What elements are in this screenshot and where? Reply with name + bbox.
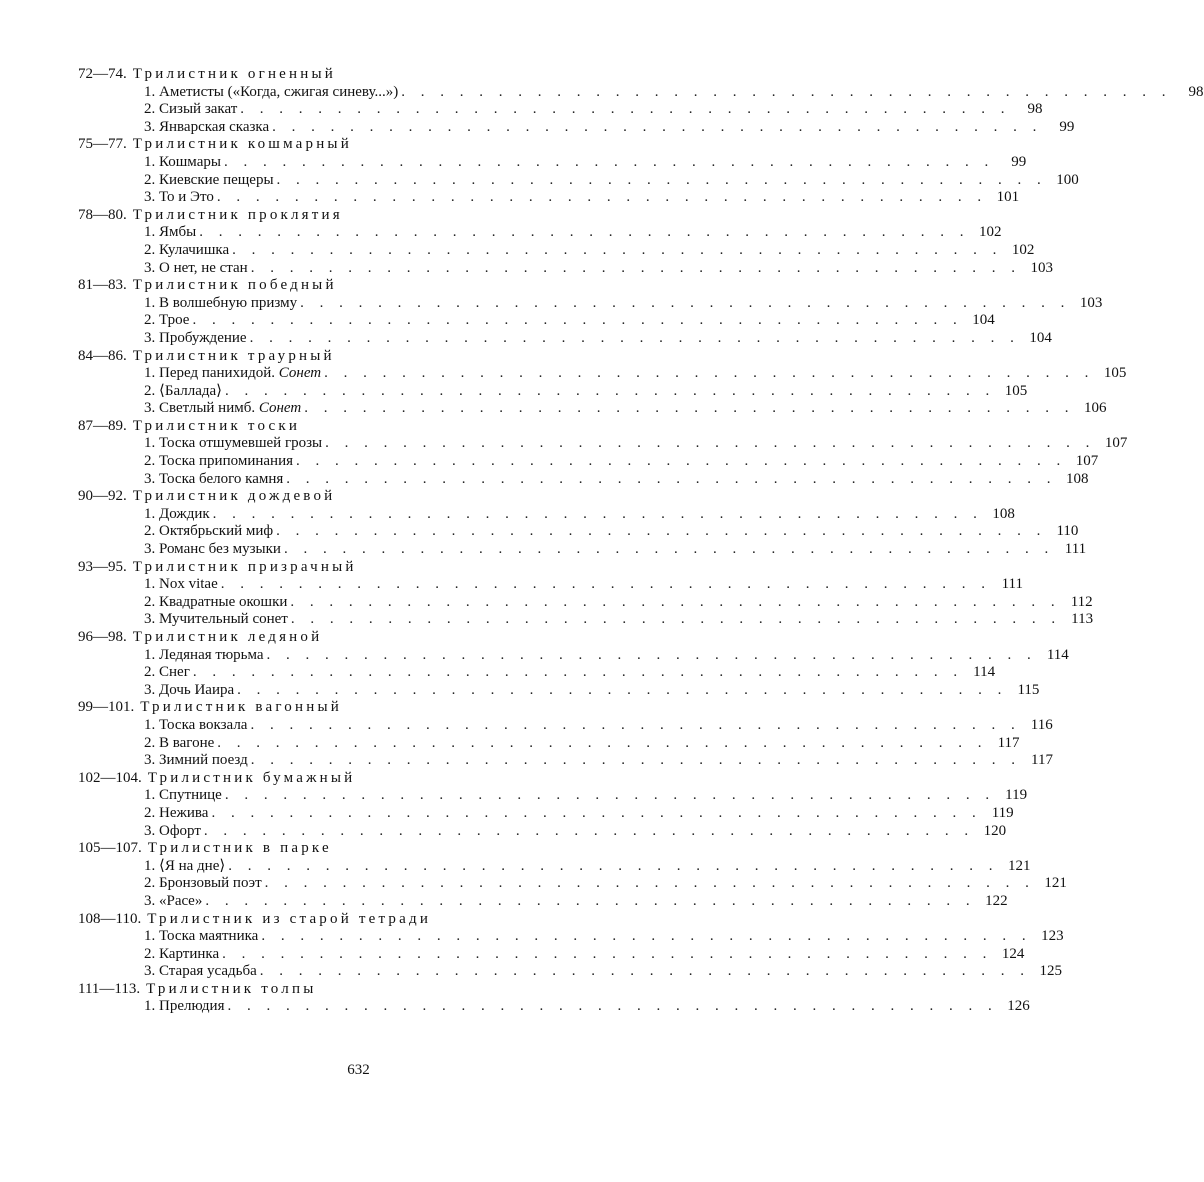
entry-title [144, 805, 208, 823]
entry-page-number: 110 [1056, 523, 1079, 540]
entry-title [144, 576, 218, 594]
entry-title [144, 506, 210, 524]
entry-title [144, 946, 219, 964]
dot-leader: . . . . . . . . . . . . . . . . . . . . . . . . . . . . . . . . . . . . . . . . [237, 681, 1008, 698]
entry-title [144, 260, 248, 278]
section-heading [78, 136, 633, 154]
entry-title-text: 2. Тоска припоминания [144, 453, 293, 470]
entry-page-number: 117 [1031, 752, 1053, 769]
entry-title-text: 3. Дочь Иаира [144, 681, 235, 698]
entry-page-number: 108 [1066, 470, 1089, 487]
section-heading [78, 418, 633, 436]
dot-leader: . . . . . . . . . . . . . . . . . . . . . . . . . . . . . . . . . . . . . . . . [211, 804, 982, 821]
section-title: Трилистник кошмарный [132, 136, 352, 153]
section-number: 87—89. [78, 417, 127, 434]
entry-title-text: 3. Январская сказка [144, 118, 270, 135]
entry-page-number: 119 [1005, 787, 1028, 804]
section-heading [78, 207, 633, 225]
toc-entry [78, 804, 1014, 823]
entry-title [144, 647, 264, 665]
page-number: 632 [347, 1062, 370, 1078]
dot-leader: . . . . . . . . . . . . . . . . . . . . . . . . . . . . . . . . . . . . . . . . [222, 945, 993, 962]
entry-title [144, 295, 297, 313]
dot-leader: . . . . . . . . . . . . . . . . . . . . . . . . . . . . . . . . . . . . . . . . [240, 101, 1011, 118]
entry-title [144, 717, 247, 735]
section-title: Трилистник вагонный [140, 699, 342, 716]
entry-title-text: 2. В вагоне [144, 734, 215, 751]
entry-title [144, 752, 248, 770]
entry-title [144, 858, 225, 876]
dot-leader: . . . . . . . . . . . . . . . . . . . . . . . . . . . . . . . . . . . . . . . . [203, 822, 975, 839]
entry-page-number: 125 [1039, 963, 1063, 980]
section-title: Трилистник тоски [132, 417, 301, 434]
section-number: 105—107. [78, 840, 142, 857]
entry-page-number: 124 [1001, 945, 1025, 962]
entry-title-text: 3. Пробуждение [144, 329, 247, 346]
dot-leader: . . . . . . . . . . . . . . . . . . . . . . . . . . . . . . . . . . . . . . . . [216, 189, 988, 206]
entry-title-text: 1. Ямбы [144, 224, 197, 241]
entry-page-number: 115 [1017, 681, 1040, 698]
entry-title-text: 3. Зимний поезд [144, 752, 248, 769]
entry-genre: Сонет [258, 400, 302, 417]
entry-page-number: 104 [1029, 329, 1052, 346]
entry-title-text: 1. Перед панихидой. [144, 365, 276, 382]
toc-entry [78, 681, 1040, 700]
dot-leader: . . . . . . . . . . . . . . . . . . . . . . . . . . . . . . . . . . . . . . . . [223, 153, 995, 170]
entry-title-text: 2. Бронзовый поэт [144, 875, 262, 892]
dot-leader: . . . . . . . . . . . . . . . . . . . . . . . . . . . . . . . . . . . . . . . . [276, 171, 1047, 188]
entry-page-number: 112 [1070, 593, 1093, 610]
dot-leader: . . . . . . . . . . . . . . . . . . . . . . . . . . . . . . . . . . . . . . . . [401, 83, 1172, 100]
section-number: 84—86. [78, 347, 127, 364]
dot-leader: . . . . . . . . . . . . . . . . . . . . . . . . . . . . . . . . . . . . . . . . [227, 998, 998, 1015]
dot-leader: . . . . . . . . . . . . . . . . . . . . . . . . . . . . . . . . . . . . . . . . [212, 505, 983, 522]
entry-title-text: 2. Квадратные окошки [144, 593, 288, 610]
entry-title-text: 3. О нет, не стан [144, 259, 248, 276]
dot-leader: . . . . . . . . . . . . . . . . . . . . . . . . . . . . . . . . . . . . . . . . [250, 716, 1021, 733]
toc-entry [78, 822, 1007, 841]
entry-title [144, 154, 221, 172]
section-title: Трилистник победный [132, 277, 337, 294]
entry-page-number: 99 [1059, 118, 1075, 135]
toc-entry [78, 505, 1015, 524]
entry-title [144, 541, 281, 559]
toc-entry [78, 224, 1002, 242]
toc-entry [78, 752, 1053, 770]
toc-entry [78, 382, 1028, 401]
entry-title [144, 594, 287, 612]
toc-entry [78, 365, 1127, 383]
section-title: Трилистник проклятия [132, 206, 343, 223]
entry-title [144, 998, 224, 1016]
entry-title [144, 735, 214, 753]
section-title: Трилистник толпы [146, 980, 317, 997]
dot-leader: . . . . . . . . . . . . . . . . . . . . . . . . . . . . . . . . . . . . . . . . [272, 118, 1043, 135]
entry-page-number: 103 [1079, 294, 1103, 311]
dot-leader: . . . . . . . . . . . . . . . . . . . . . . . . . . . . . . . . . . . . . . . . [217, 734, 988, 751]
toc-entry [78, 171, 1079, 190]
entry-title-text: 1. Nox vitae [144, 576, 218, 593]
entry-title [144, 611, 288, 629]
entry-title [144, 224, 196, 242]
dot-leader: . . . . . . . . . . . . . . . . . . . . . . . . . . . . . . . . . . . . . . . . [199, 224, 970, 241]
section-title: Трилистник огненный [132, 66, 336, 82]
toc-entry [78, 312, 995, 330]
section-number: 81—83. [78, 277, 127, 294]
toc-entry [78, 83, 1204, 102]
entry-page-number: 108 [992, 505, 1015, 522]
entry-title [144, 172, 274, 190]
entry-title [144, 963, 257, 981]
dot-leader: . . . . . . . . . . . . . . . . . . . . . . . . . . . . . . . . . . . . . . . . [264, 875, 1035, 892]
section-title: Трилистник ледяной [132, 629, 323, 645]
section-number: 78—80. [78, 206, 127, 223]
entry-title [144, 664, 190, 682]
dot-leader: . . . . . . . . . . . . . . . . . . . . . . . . . . . . . . . . . . . . . . . . [304, 400, 1075, 417]
section-number: 90—92. [78, 488, 127, 505]
entry-page-number: 121 [1044, 875, 1067, 892]
entry-page-number: 121 [1007, 857, 1031, 874]
toc-entry [78, 875, 1067, 893]
entry-title [144, 682, 234, 700]
section-number: 108—110. [78, 910, 142, 927]
entry-title-text: 3. «Pace» [144, 892, 203, 909]
entry-title [144, 101, 237, 119]
entry-page-number: 101 [996, 189, 1020, 206]
dot-leader: . . . . . . . . . . . . . . . . . . . . . . . . . . . . . . . . . . . . . . . . [300, 294, 1071, 311]
entry-title-text: 1. Тоска вокзала [144, 716, 248, 733]
section-number: 93—95. [78, 558, 127, 575]
section-number: 75—77. [78, 136, 127, 153]
toc-entry [78, 716, 1053, 735]
section-title: Трилистник из старой тетради [147, 910, 432, 927]
dot-leader: . . . . . . . . . . . . . . . . . . . . . . . . . . . . . . . . . . . . . . . . [249, 329, 1020, 346]
entry-title-text: 1. Тоска маятника [144, 928, 259, 945]
entry-page-number: 105 [1103, 365, 1127, 382]
toc-entry [78, 928, 1064, 946]
entry-page-number: 104 [972, 312, 995, 329]
section-heading [78, 277, 633, 295]
section-title: Трилистник траурный [132, 347, 335, 364]
toc-entry [78, 453, 1099, 471]
entry-page-number: 99 [1011, 153, 1027, 170]
entry-title-text: 3. Офорт [144, 822, 201, 839]
entry-title [144, 119, 269, 137]
entry-title-text: 2. Картинка [144, 945, 220, 962]
entry-title-text: 2. Киевские пещеры [144, 171, 274, 188]
dot-leader: . . . . . . . . . . . . . . . . . . . . . . . . . . . . . . . . . . . . . . . . [232, 241, 1003, 258]
table-of-contents [78, 66, 1204, 1016]
entry-page-number: 106 [1083, 400, 1107, 417]
entry-page-number: 114 [1046, 646, 1069, 663]
entry-page-number: 98 [1027, 101, 1043, 118]
entry-title-text: 2. ⟨Баллада⟩ [144, 382, 223, 399]
entry-title-text: 3. Светлый нимб. [144, 400, 256, 417]
toc-entry [78, 857, 1031, 876]
toc-entry [78, 576, 1023, 594]
entry-title [144, 823, 201, 841]
entry-title [144, 383, 222, 401]
entry-title [144, 893, 202, 911]
dot-leader: . . . . . . . . . . . . . . . . . . . . . . . . . . . . . . . . . . . . . . . . [286, 470, 1057, 487]
entry-page-number: 98 [1188, 83, 1204, 100]
section-heading [78, 840, 633, 858]
entry-title [144, 875, 262, 893]
entry-title-text: 2. Трое [144, 312, 190, 329]
entry-page-number: 102 [1011, 241, 1035, 258]
dot-leader: . . . . . . . . . . . . . . . . . . . . . . . . . . . . . . . . . . . . . . . . [276, 523, 1047, 540]
toc-entry [78, 435, 1128, 453]
entry-title [144, 453, 293, 471]
entry-page-number: 120 [983, 822, 1007, 839]
toc-entry [78, 646, 1069, 665]
toc-entry [78, 945, 1025, 964]
entry-title [144, 312, 189, 330]
entry-title [144, 523, 273, 541]
entry-page-number: 111 [1001, 576, 1023, 593]
dot-leader: . . . . . . . . . . . . . . . . . . . . . . . . . . . . . . . . . . . . . . . . [220, 576, 991, 593]
entry-title [144, 471, 283, 489]
entry-page-number: 116 [1030, 716, 1053, 733]
section-number: 102—104. [78, 769, 142, 786]
toc-entry [78, 963, 1063, 981]
dot-leader: . . . . . . . . . . . . . . . . . . . . . . . . . . . . . . . . . . . . . . . . [259, 963, 1031, 980]
entry-title-text: 2. Октябрьский миф [144, 523, 274, 540]
entry-genre: Сонет [278, 365, 322, 382]
section-title: Трилистник бумажный [147, 769, 356, 786]
toc-entry [78, 400, 1107, 418]
toc-entry [78, 593, 1093, 612]
entry-title-text: 1. Прелюдия [144, 998, 225, 1015]
entry-page-number: 113 [1071, 611, 1094, 628]
entry-page-number: 126 [1007, 998, 1030, 1015]
toc-entry [78, 294, 1103, 313]
toc-entry [78, 664, 996, 682]
entry-title-text: 1. Дождик [144, 505, 210, 522]
dot-leader: . . . . . . . . . . . . . . . . . . . . . . . . . . . . . . . . . . . . . . . . [283, 541, 1055, 558]
dot-leader: . . . . . . . . . . . . . . . . . . . . . . . . . . . . . . . . . . . . . . . . [192, 664, 964, 681]
toc-entry [78, 153, 1027, 172]
entry-title-text: 3. Старая усадьба [144, 963, 257, 980]
section-number: 72—74. [78, 66, 127, 82]
section-heading [78, 559, 633, 577]
dot-leader: . . . . . . . . . . . . . . . . . . . . . . . . . . . . . . . . . . . . . . . . [324, 365, 1095, 382]
dot-leader: . . . . . . . . . . . . . . . . . . . . . . . . . . . . . . . . . . . . . . . . [192, 312, 963, 329]
entry-title-text: 2. Снег [144, 664, 190, 681]
dot-leader: . . . . . . . . . . . . . . . . . . . . . . . . . . . . . . . . . . . . . . . . [290, 611, 1062, 628]
entry-title [144, 242, 229, 260]
dot-leader: . . . . . . . . . . . . . . . . . . . . . . . . . . . . . . . . . . . . . . . . [205, 892, 976, 909]
entry-page-number: 107 [1075, 453, 1099, 470]
section-number: 111—113. [78, 980, 141, 997]
section-heading [78, 981, 633, 999]
toc-entry [78, 241, 1035, 260]
toc-entry [78, 734, 1020, 753]
dot-leader: . . . . . . . . . . . . . . . . . . . . . . . . . . . . . . . . . . . . . . . . [325, 435, 1096, 452]
entry-title-text: 3. Романс без музыки [144, 541, 281, 558]
section-title: Трилистник призрачный [132, 558, 357, 575]
dot-leader: . . . . . . . . . . . . . . . . . . . . . . . . . . . . . . . . . . . . . . . . [228, 857, 999, 874]
section-heading [78, 488, 633, 506]
entry-title [144, 787, 222, 805]
entry-page-number: 119 [991, 804, 1014, 821]
section-heading [78, 770, 633, 788]
entry-title [144, 84, 398, 102]
entry-title [144, 189, 214, 207]
entry-title-text: 3. То и Это [144, 189, 214, 206]
entry-title-text: 1. ⟨Я на дне⟩ [144, 857, 226, 874]
entry-title-text: 1. Спутнице [144, 787, 222, 804]
section-heading [78, 699, 633, 717]
dot-leader: . . . . . . . . . . . . . . . . . . . . . . . . . . . . . . . . . . . . . . . . [266, 646, 1037, 663]
section-number: 99—101. [78, 699, 135, 716]
entry-page-number: 111 [1064, 541, 1087, 558]
toc-entry [78, 523, 1079, 541]
toc-entry [78, 611, 1094, 629]
toc-entry [78, 259, 1053, 278]
section-heading [78, 911, 633, 929]
toc-entry [78, 541, 1087, 559]
dot-leader: . . . . . . . . . . . . . . . . . . . . . . . . . . . . . . . . . . . . . . . . [261, 928, 1032, 945]
entry-title [144, 435, 322, 453]
section-title: Трилистник дождевой [132, 488, 336, 505]
toc-entry [78, 329, 1052, 348]
dot-leader: . . . . . . . . . . . . . . . . . . . . . . . . . . . . . . . . . . . . . . . . [250, 259, 1021, 276]
section-heading [78, 66, 633, 84]
entry-page-number: 100 [1056, 171, 1079, 188]
entry-page-number: 114 [973, 664, 996, 681]
entry-title [144, 400, 301, 418]
entry-title-text: 1. Ледяная тюрьма [144, 646, 264, 663]
toc-entry [78, 892, 1008, 911]
section-heading [78, 629, 633, 647]
section-number: 96—98. [78, 629, 127, 645]
toc-entry [78, 998, 1030, 1016]
entry-page-number: 105 [1004, 382, 1028, 399]
dot-leader: . . . . . . . . . . . . . . . . . . . . . . . . . . . . . . . . . . . . . . . . [224, 787, 996, 804]
toc-entry [78, 118, 1075, 137]
entry-page-number: 103 [1030, 259, 1053, 276]
toc-entry [78, 470, 1089, 489]
entry-title [144, 928, 258, 946]
toc-entry [78, 101, 1043, 119]
section-heading [78, 348, 633, 366]
entry-page-number: 117 [997, 734, 1020, 751]
dot-leader: . . . . . . . . . . . . . . . . . . . . . . . . . . . . . . . . . . . . . . . . [225, 382, 996, 399]
entry-title-text: 2. Кулачишка [144, 241, 230, 258]
entry-title-text: 2. Сизый закат [144, 101, 238, 118]
entry-title-text: 3. Тоска белого камня [144, 470, 284, 487]
entry-title-text: 1. Аметисты («Когда, сжигая синеву...») [144, 83, 399, 100]
section-title: Трилистник в парке [147, 840, 332, 857]
entry-title-text: 1. Тоска отшумевшей грозы [144, 435, 323, 452]
dot-leader: . . . . . . . . . . . . . . . . . . . . . . . . . . . . . . . . . . . . . . . . [250, 752, 1021, 769]
entry-title-text: 1. Кошмары [144, 153, 221, 170]
entry-page-number: 102 [978, 224, 1002, 241]
entry-title-text: 2. Нежива [144, 804, 209, 821]
entry-title-text: 1. В волшебную призму [144, 294, 298, 311]
entry-title [144, 365, 321, 383]
toc-entry [78, 189, 1020, 207]
dot-leader: . . . . . . . . . . . . . . . . . . . . . . . . . . . . . . . . . . . . . . . . [296, 453, 1067, 470]
entry-page-number: 123 [1041, 928, 1064, 945]
entry-title-text: 3. Мучительный сонет [144, 611, 288, 628]
dot-leader: . . . . . . . . . . . . . . . . . . . . . . . . . . . . . . . . . . . . . . . . [290, 593, 1061, 610]
entry-page-number: 107 [1104, 435, 1128, 452]
toc-entry [78, 787, 1028, 805]
entry-page-number: 122 [985, 892, 1008, 909]
entry-title [144, 330, 247, 348]
